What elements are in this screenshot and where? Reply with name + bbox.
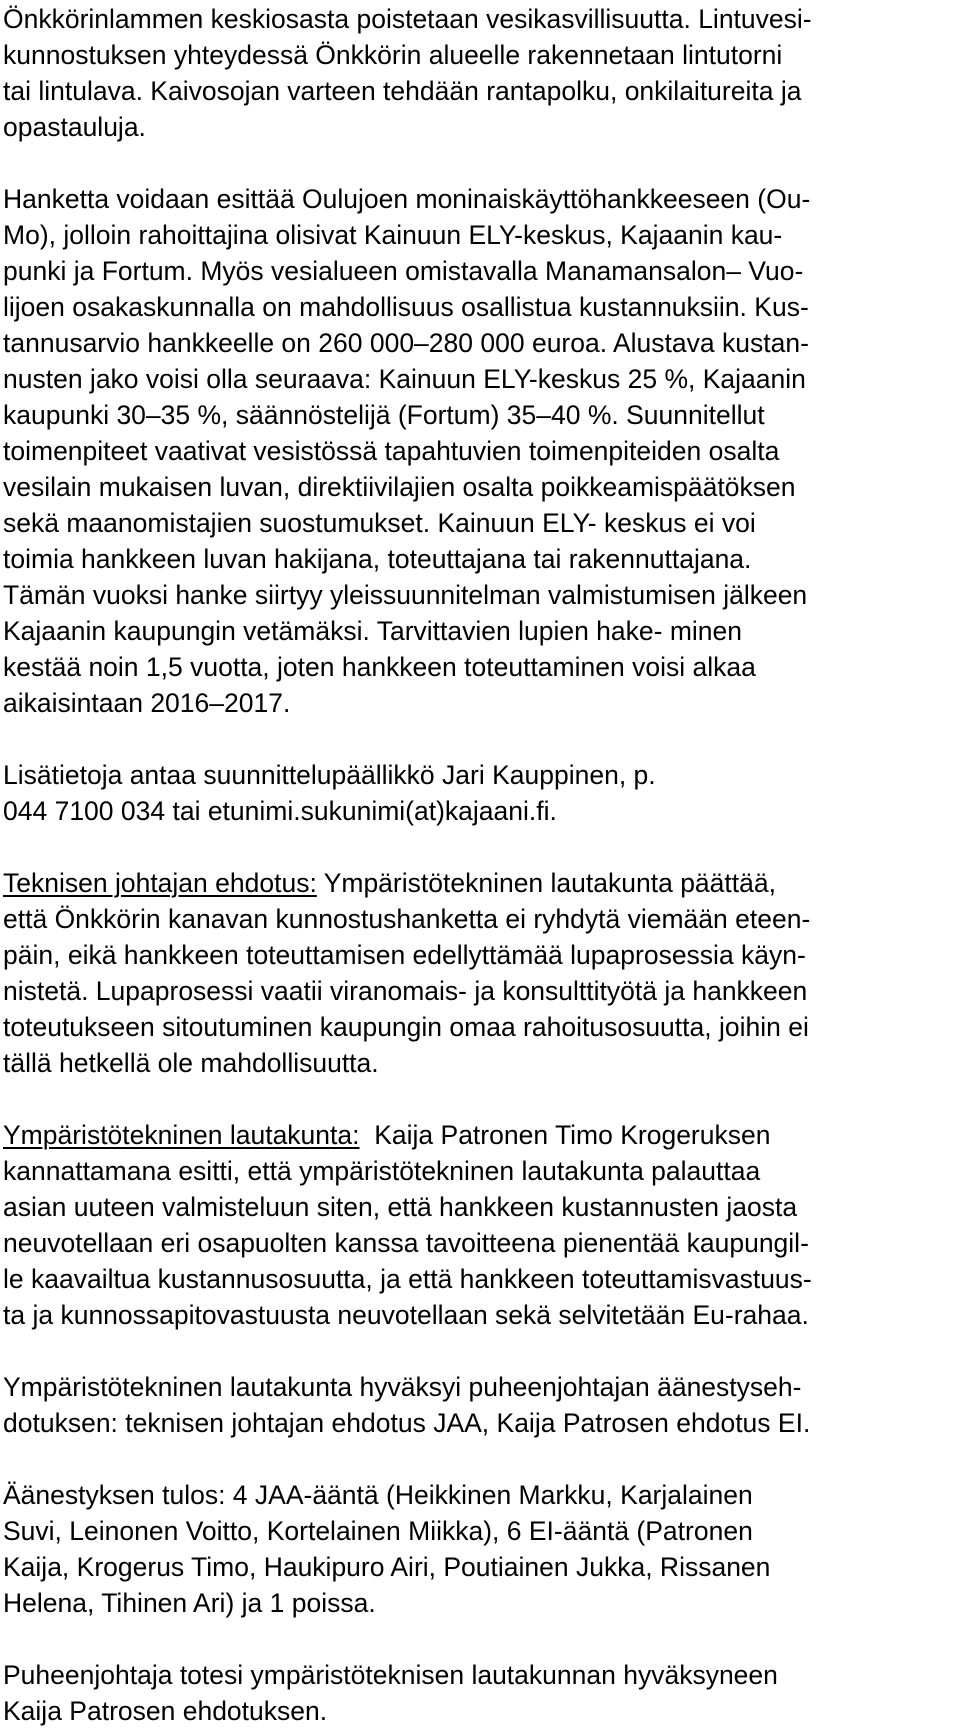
text-line: neuvotellaan eri osapuolten kanssa tavoitteena pienentää kaupungil- bbox=[3, 1228, 809, 1258]
paragraph-voting-proposal bbox=[3, 1369, 958, 1441]
text-line: nusten jako voisi olla seuraava: Kainuun ELY-keskus 25 %, Kajaanin bbox=[3, 364, 806, 394]
paragraph-voting-result bbox=[3, 1477, 958, 1621]
text-line: Puheenjohtaja totesi ympäristöteknisen lautakunnan hyväksyneen bbox=[3, 1660, 778, 1690]
paragraph-gap bbox=[3, 145, 958, 181]
text-line: Mo), jolloin rahoittajina olisivat Kainuun ELY-keskus, Kajaanin kau- bbox=[3, 220, 783, 250]
paragraph-board-counterproposal bbox=[3, 1117, 958, 1333]
paragraph-gap bbox=[3, 1333, 958, 1369]
text-line: toimia hankkeen luvan hakijana, toteuttajana tai rakennuttajana. bbox=[3, 544, 752, 574]
text-line: Tämän vuoksi hanke siirtyy yleissuunnitelman valmistumisen jälkeen bbox=[3, 580, 808, 610]
text-line: että Önkkörin kanavan kunnostushanketta ei ryhdytä viemään eteen- bbox=[3, 904, 811, 934]
paragraph-gap bbox=[3, 829, 958, 865]
text-line bbox=[3, 1117, 958, 1153]
text-line: lijoen osakaskunnalla on mahdollisuus osallistua kustannuksiin. Kus- bbox=[3, 292, 809, 322]
text-line: päin, eikä hankkeen toteuttamisen edellyttämää lupaprosessia käyn- bbox=[3, 940, 806, 970]
text-line: Kajaanin kaupungin vetämäksi. Tarvittavien lupien hake- minen bbox=[3, 616, 743, 646]
text-line: tai lintulava. Kaivosojan varteen tehdään rantapolku, onkilaitureita ja bbox=[3, 76, 802, 106]
text-line: tannusarvio hankkeelle on 260 000–280 000 euroa. Alustava kustan- bbox=[3, 328, 809, 358]
paragraph-funding-details bbox=[3, 181, 958, 721]
text-line: Önkkörinlammen keskiosasta poistetaan vesikasvillisuutta. Lintuvesi- bbox=[3, 4, 812, 34]
text-line bbox=[3, 865, 958, 901]
text-line: Kaija, Krogerus Timo, Haukipuro Airi, Poutiainen Jukka, Rissanen bbox=[3, 1552, 771, 1582]
text-line: dotuksen: teknisen johtajan ehdotus JAA, Kaija Patrosen ehdotus EI. bbox=[3, 1408, 811, 1438]
text-line: kaupunki 30–35 %, säännöstelijä (Fortum) 35–40 %. Suunnitellut bbox=[3, 400, 765, 430]
text-line: Suvi, Leinonen Voitto, Kortelainen Miikka), 6 EI-ääntä (Patronen bbox=[3, 1516, 753, 1546]
paragraph-gap bbox=[3, 721, 958, 757]
text-line: kunnostuksen yhteydessä Önkkörin alueelle rakennetaan lintutorni bbox=[3, 40, 783, 70]
text-line: Kaija Patrosen ehdotuksen. bbox=[3, 1696, 328, 1726]
text-line: aikaisintaan 2016–2017. bbox=[3, 688, 291, 718]
text-line: asian uuteen valmisteluun siten, että hankkeen kustannusten jaosta bbox=[3, 1192, 798, 1222]
paragraph-technical-director-proposal bbox=[3, 865, 958, 1081]
text-line: opastauluja. bbox=[3, 112, 146, 142]
paragraph-project-description bbox=[3, 1, 958, 145]
section-heading: Ympäristötekninen lautakunta: bbox=[3, 1120, 360, 1150]
paragraph-chair-conclusion bbox=[3, 1657, 958, 1729]
section-heading: Teknisen johtajan ehdotus: bbox=[3, 868, 317, 898]
text-line: Hanketta voidaan esittää Oulujoen moninaiskäyttöhankkeeseen (Ou- bbox=[3, 184, 811, 214]
paragraph-contact-info bbox=[3, 757, 958, 829]
text-line: Äänestyksen tulos: 4 JAA-ääntä (Heikkinen Markku, Karjalainen bbox=[3, 1480, 753, 1510]
text-line: 044 7100 034 tai etunimi.sukunimi(at)kajaani.fi. bbox=[3, 796, 557, 826]
text-line: kannattamana esitti, että ympäristötekninen lautakunta palauttaa bbox=[3, 1156, 761, 1186]
text-line: punki ja Fortum. Myös vesialueen omistavalla Manamansalon– Vuo- bbox=[3, 256, 804, 286]
text-line: ta ja kunnossapitovastuusta neuvotellaan sekä selvitetään Eu-rahaa. bbox=[3, 1300, 809, 1330]
text-line: sekä maanomistajien suostumukset. Kainuun ELY- keskus ei voi bbox=[3, 508, 756, 538]
paragraph-gap bbox=[3, 1081, 958, 1117]
text-fragment: Kaija Patronen Timo Krogeruksen bbox=[359, 1120, 771, 1150]
text-line: Lisätietoja antaa suunnittelupäällikkö Jari Kauppinen, p. bbox=[3, 760, 656, 790]
text-line: Ympäristötekninen lautakunta hyväksyi puheenjohtajan äänestyseh- bbox=[3, 1372, 802, 1402]
text-line: tällä hetkellä ole mahdollisuutta. bbox=[3, 1048, 379, 1078]
text-line: toimenpiteet vaativat vesistössä tapahtuvien toimenpiteiden osalta bbox=[3, 436, 780, 466]
paragraph-gap bbox=[3, 1441, 958, 1477]
text-line: vesilain mukaisen luvan, direktiivilajien osalta poikkeamispäätöksen bbox=[3, 472, 796, 502]
text-line: nistetä. Lupaprosessi vaatii viranomais- ja konsulttityötä ja hankkeen bbox=[3, 976, 808, 1006]
text-line: kestää noin 1,5 vuotta, joten hankkeen toteuttaminen voisi alkaa bbox=[3, 652, 756, 682]
text-line: toteutukseen sitoutuminen kaupungin omaa rahoitusosuutta, joihin ei bbox=[3, 1012, 809, 1042]
text-line: le kaavailtua kustannusosuutta, ja että hankkeen toteuttamisvastuus- bbox=[3, 1264, 812, 1294]
text-fragment: Ympäristötekninen lautakunta päättää, bbox=[316, 868, 776, 898]
paragraph-gap bbox=[3, 1621, 958, 1657]
document-page bbox=[3, 0, 958, 1729]
text-line: Helena, Tihinen Ari) ja 1 poissa. bbox=[3, 1588, 376, 1618]
